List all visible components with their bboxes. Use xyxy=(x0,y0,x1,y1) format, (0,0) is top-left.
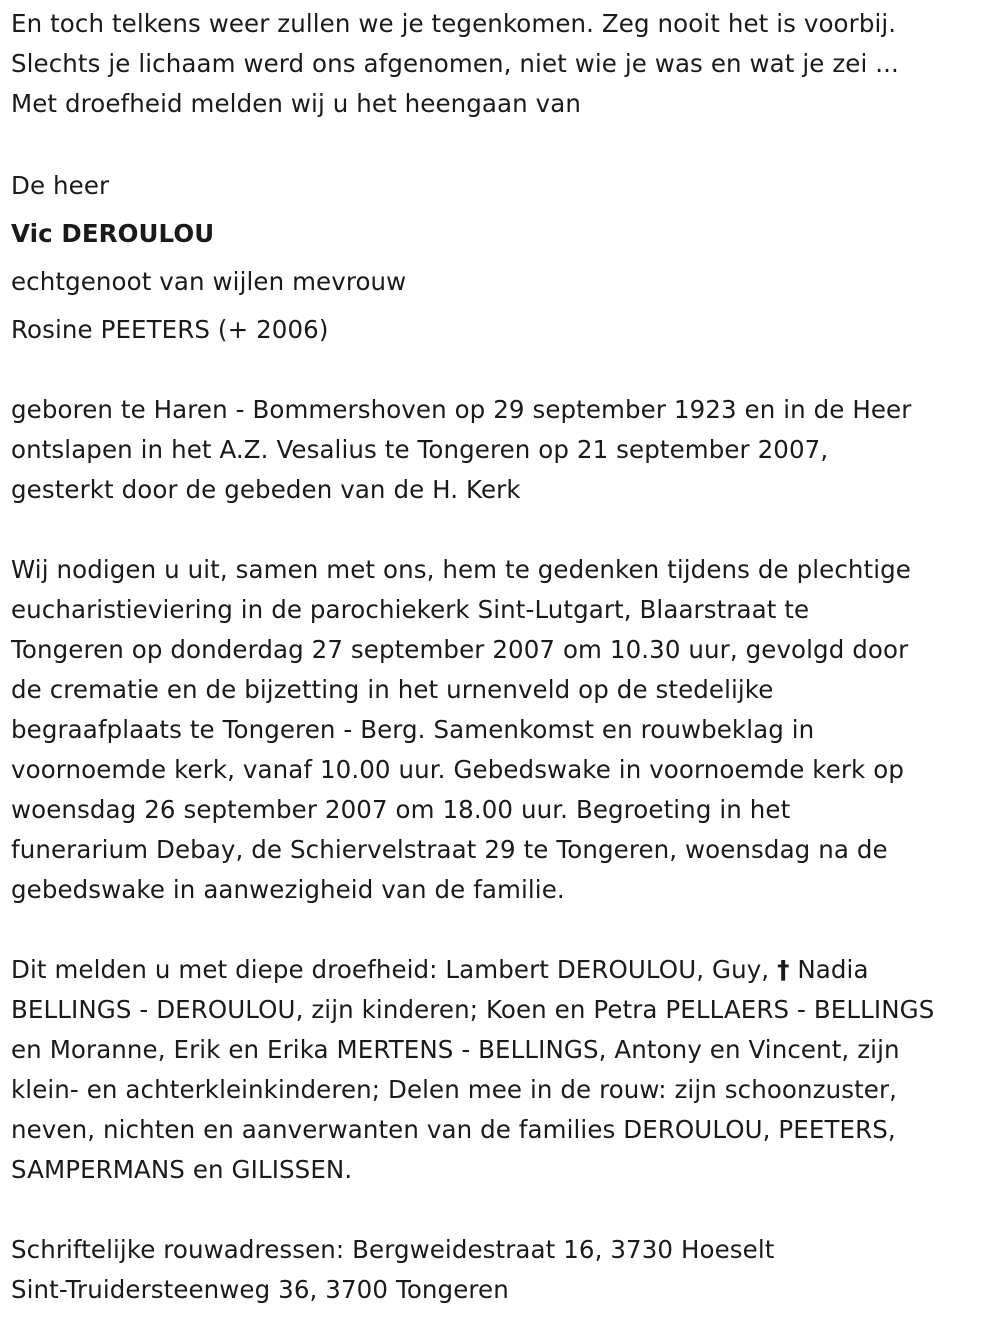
invitation-line: woensdag 26 september 2007 om 18.00 uur. Begroeting in het xyxy=(11,795,791,824)
invitation-line: funerarium Debay, de Schiervelstraat 29 te Tongeren, woensdag na de xyxy=(11,835,888,864)
spouse-line-2: Rosine PEETERS (+ 2006) xyxy=(11,315,329,344)
invitation-line: begraafplaats te Tongeren - Berg. Samenkomst en rouwbeklag in xyxy=(11,715,815,744)
invitation-line: Wij nodigen u uit, samen met ons, hem te gedenken tijdens de plechtige xyxy=(11,555,911,584)
invitation-line: gebedswake in aanwezigheid van de familie. xyxy=(11,875,565,904)
family-line: SAMPERMANS en GILISSEN. xyxy=(11,1155,353,1184)
birth-death-paragraph xyxy=(11,390,911,510)
invitation-line: eucharistieviering in de parochiekerk Sint-Lutgart, Blaarstraat te xyxy=(11,595,810,624)
family-paragraph xyxy=(11,950,934,1190)
invitation-line: de crematie en de bijzetting in het urnenveld op de stedelijke xyxy=(11,675,774,704)
deceased-title: De heer xyxy=(11,171,110,200)
family-line: neven, nichten en aanverwanten van de families DEROULOU, PEETERS, xyxy=(11,1115,896,1144)
intro-paragraph xyxy=(11,4,899,124)
family-line-first-text-end: Nadia xyxy=(789,955,869,984)
family-line-first-text: Dit melden u met diepe droefheid: Lambert DEROULOU, Guy, xyxy=(11,955,778,984)
addresses-paragraph xyxy=(11,1230,774,1310)
birth-death-line: gesterkt door de gebeden van de H. Kerk xyxy=(11,475,521,504)
birth-death-line: geboren te Haren - Bommershoven op 29 september 1923 en in de Heer xyxy=(11,395,912,424)
invitation-line: voornoemde kerk, vanaf 10.00 uur. Gebedswake in voornoemde kerk op xyxy=(11,755,904,784)
address-line-2: Sint-Truidersteenweg 36, 3700 Tongeren xyxy=(11,1275,509,1304)
family-line: en Moranne, Erik en Erika MERTENS - BELLINGS, Antony en Vincent, zijn xyxy=(11,1035,900,1064)
intro-line: Slechts je lichaam werd ons afgenomen, niet wie je was en wat je zei ... xyxy=(11,49,899,78)
family-line-first xyxy=(11,950,934,990)
invitation-line: Tongeren op donderdag 27 september 2007 om 10.30 uur, gevolgd door xyxy=(11,635,909,664)
address-line-1: Schriftelijke rouwadressen: Bergweidestraat 16, 3730 Hoeselt xyxy=(11,1235,775,1264)
invitation-paragraph xyxy=(11,550,911,910)
spouse-line-1: echtgenoot van wijlen mevrouw xyxy=(11,267,407,296)
family-line: klein- en achterkleinkinderen; Delen mee in de rouw: zijn schoonzuster, xyxy=(11,1075,898,1104)
intro-line: En toch telkens weer zullen we je tegenkomen. Zeg nooit het is voorbij. xyxy=(11,9,897,38)
deceased-name: Vic DEROULOU xyxy=(11,219,215,248)
cross-icon: † xyxy=(777,955,790,984)
birth-death-line: ontslapen in het A.Z. Vesalius te Tongeren op 21 september 2007, xyxy=(11,435,829,464)
intro-line: Met droefheid melden wij u het heengaan van xyxy=(11,89,582,118)
family-line: BELLINGS - DEROULOU, zijn kinderen; Koen en Petra PELLAERS - BELLINGS xyxy=(11,995,935,1024)
